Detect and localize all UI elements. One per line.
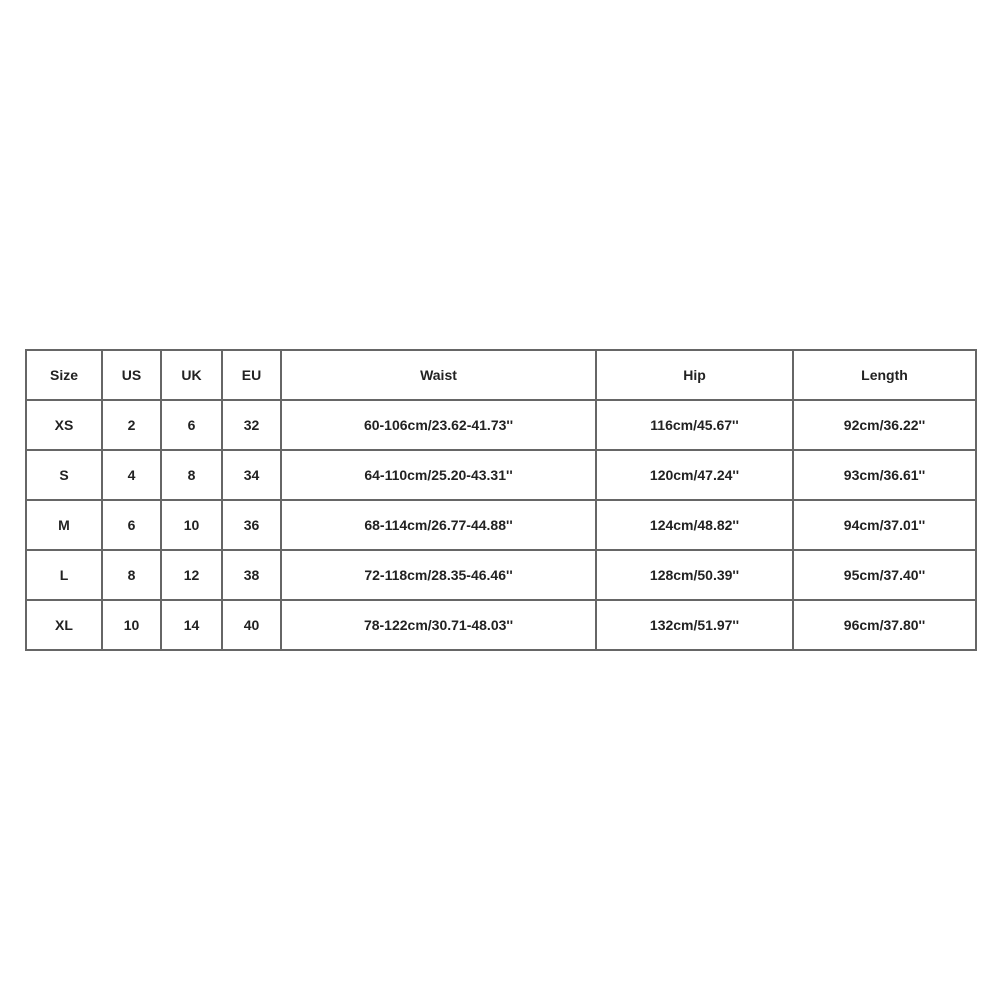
cell-us: 8 [102,550,161,600]
cell-hip: 116cm/45.67'' [596,400,793,450]
cell-size: XS [26,400,102,450]
cell-uk: 12 [161,550,222,600]
cell-eu: 36 [222,500,281,550]
cell-eu: 34 [222,450,281,500]
header-uk: UK [161,350,222,400]
cell-hip: 120cm/47.24'' [596,450,793,500]
cell-hip: 124cm/48.82'' [596,500,793,550]
table-row [26,400,976,450]
cell-waist: 60-106cm/23.62-41.73'' [281,400,596,450]
table-row [26,600,976,650]
table-body [26,400,976,650]
table-row [26,550,976,600]
cell-length: 92cm/36.22'' [793,400,976,450]
cell-size: XL [26,600,102,650]
header-hip: Hip [596,350,793,400]
cell-size: M [26,500,102,550]
cell-us: 2 [102,400,161,450]
cell-waist: 72-118cm/28.35-46.46'' [281,550,596,600]
cell-hip: 128cm/50.39'' [596,550,793,600]
size-chart-table [25,349,977,651]
cell-size: S [26,450,102,500]
cell-waist: 68-114cm/26.77-44.88'' [281,500,596,550]
cell-length: 93cm/36.61'' [793,450,976,500]
cell-length: 95cm/37.40'' [793,550,976,600]
cell-uk: 14 [161,600,222,650]
table-header [26,350,976,400]
header-waist: Waist [281,350,596,400]
cell-length: 96cm/37.80'' [793,600,976,650]
cell-uk: 10 [161,500,222,550]
header-eu: EU [222,350,281,400]
cell-waist: 64-110cm/25.20-43.31'' [281,450,596,500]
cell-size: L [26,550,102,600]
cell-waist: 78-122cm/30.71-48.03'' [281,600,596,650]
cell-length: 94cm/37.01'' [793,500,976,550]
cell-eu: 38 [222,550,281,600]
cell-eu: 32 [222,400,281,450]
header-us: US [102,350,161,400]
header-row [26,350,976,400]
cell-us: 10 [102,600,161,650]
header-length: Length [793,350,976,400]
table-row [26,450,976,500]
cell-eu: 40 [222,600,281,650]
cell-us: 6 [102,500,161,550]
cell-hip: 132cm/51.97'' [596,600,793,650]
cell-uk: 6 [161,400,222,450]
cell-us: 4 [102,450,161,500]
header-size: Size [26,350,102,400]
table-row [26,500,976,550]
cell-uk: 8 [161,450,222,500]
